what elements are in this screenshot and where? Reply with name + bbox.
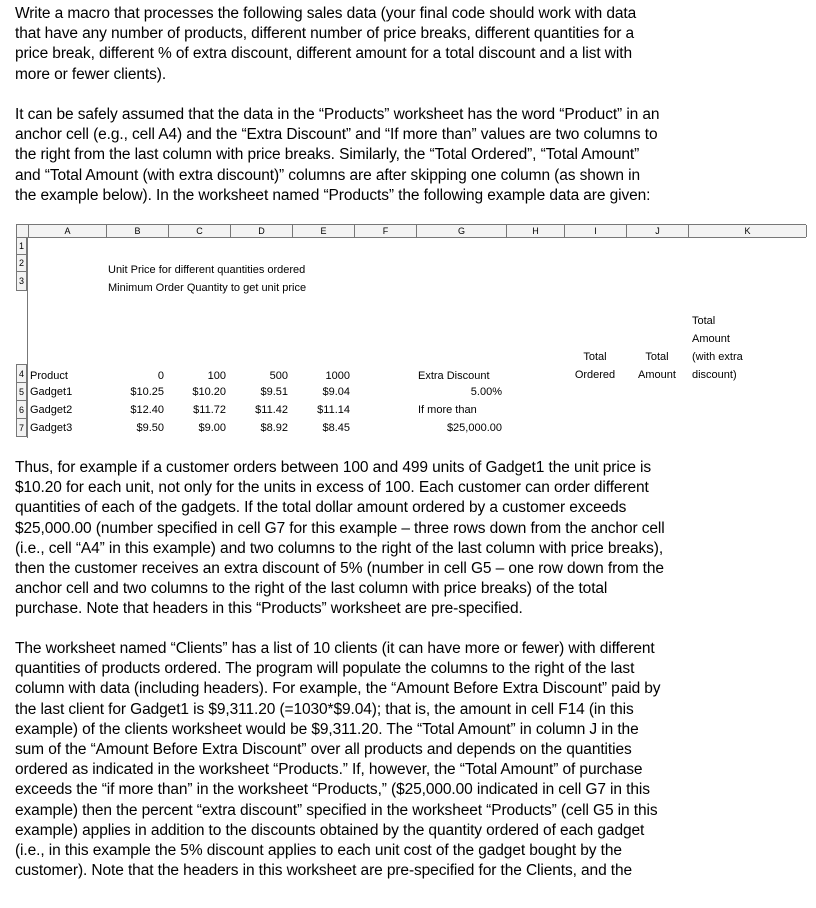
text-line: the example below). In the worksheet named “Products” the following example data are given: xyxy=(15,186,651,204)
quantity-break-cell: 500 xyxy=(269,370,288,382)
quantity-break-cell: 100 xyxy=(207,370,226,382)
row-header-2: 2 xyxy=(16,255,27,272)
column-header-f: F xyxy=(355,225,417,237)
text-line: $10.20 for each unit, not only for the units in excess of 100. Each customer can order different xyxy=(15,479,649,497)
price-cell: $11.42 xyxy=(255,404,288,416)
product-name-cell: Gadget3 xyxy=(30,422,73,434)
text-line: Thus, for example if a customer orders between 100 and 499 units of Gadget1 the unit price is xyxy=(15,459,652,476)
text-line: more or fewer clients). xyxy=(15,65,167,83)
text-line: example) then the percent “extra discount” specified in the worksheet “Products” (cell G5 in this xyxy=(15,801,658,819)
text-line: the last client for Gadget1 is $9,311.20 (=1030*$9.04); that is, the amount in cell F14 (in this xyxy=(15,700,634,718)
price-cell: $9.04 xyxy=(322,386,350,398)
quantity-break-cell: 1000 xyxy=(325,370,350,382)
pricing-explanation-paragraph xyxy=(15,458,805,620)
column-header-b: B xyxy=(107,225,169,237)
text-line: exceeds the “if more than” in the worksheet “Products,” ($25,000.00 indicated in cell G7 in this xyxy=(15,781,650,799)
column-header-h: H xyxy=(507,225,565,237)
row-header-3: 3 xyxy=(16,272,27,291)
if-more-than-value: $25,000.00 xyxy=(446,422,502,434)
clients-paragraph xyxy=(15,639,805,881)
text-line: sum of the “Amount Before Extra Discount” over all products and depends on the quantities xyxy=(15,741,632,759)
price-cell: $11.72 xyxy=(193,404,226,416)
total-ordered-header-line1: Total xyxy=(583,351,607,363)
text-line: customer). Note that the headers in this worksheet are pre-specified for the Clients, and the xyxy=(15,862,633,880)
text-line: $25,000.00 (number specified in cell G7 for this example – three rows down from the anchor cell xyxy=(15,519,665,537)
price-cell: $8.92 xyxy=(260,422,288,434)
column-header-j: J xyxy=(627,225,689,237)
text-line: quantities of each of the gadgets. If the total dollar amount ordered by a customer exceeds xyxy=(15,499,627,517)
text-line: price break, different % of extra discount, different amount for a total discount and a list with xyxy=(15,45,632,63)
text-line: purchase. Note that headers in this “Products” worksheet are pre-specified. xyxy=(15,600,523,618)
total-amount-extra-header-line4: discount) xyxy=(692,369,737,381)
price-cell: $9.00 xyxy=(198,422,226,434)
text-line: It can be safely assumed that the data in the “Products” worksheet has the word “Product” in an xyxy=(15,106,660,123)
price-cell: $10.25 xyxy=(130,386,164,398)
intro-paragraph xyxy=(15,4,805,85)
products-spreadsheet xyxy=(16,224,806,438)
total-amount-extra-header-line2: Amount xyxy=(692,333,730,345)
quantity-break-cell: 0 xyxy=(157,370,164,382)
text-line: (i.e., cell “A4” in this example) and two columns to the right of the last column with price breaks), xyxy=(15,539,664,557)
text-line: quantities of products ordered. The program will populate the columns to the right of the last xyxy=(15,660,635,678)
text-line: and “Total Amount (with extra discount)” columns are after skipping one column (as shown in xyxy=(15,166,640,184)
total-ordered-header-line2: Ordered xyxy=(574,369,616,381)
row-header-1: 1 xyxy=(16,238,27,255)
column-header-row xyxy=(16,224,806,238)
price-cell: $11.14 xyxy=(317,404,350,416)
column-header-a: A xyxy=(29,225,107,237)
product-name-cell: Gadget1 xyxy=(30,386,73,398)
column-header-g: G xyxy=(417,225,507,237)
column-header-i: I xyxy=(565,225,627,237)
total-amount-extra-header-line1: Total xyxy=(692,315,716,327)
price-cell: $12.40 xyxy=(130,404,164,416)
text-line: column with data (including headers). For example, the “Amount Before Extra Discount” paid by xyxy=(15,680,661,698)
text-line: anchor cell and two columns to the right of the last column with price breaks) of the total xyxy=(15,580,608,598)
column-header-c: C xyxy=(169,225,231,237)
row-header-divider xyxy=(27,238,28,438)
text-line: The worksheet named “Clients” has a list of 10 clients (it can have more or fewer) with different xyxy=(15,640,655,657)
price-cell: $9.50 xyxy=(136,422,164,434)
column-header-e: E xyxy=(293,225,355,237)
product-name-cell: Gadget2 xyxy=(30,404,73,416)
text-line: the right from the last column with price breaks. Similarly, the “Total Ordered”, “Total Amount” xyxy=(15,146,640,164)
text-line: then the customer receives an extra discount of 5% (number in cell G5 – one row down from the xyxy=(15,560,664,578)
extra-discount-value: 5.00% xyxy=(470,386,502,398)
total-amount-header-line2: Amount xyxy=(638,369,676,381)
price-cell: $10.20 xyxy=(192,386,226,398)
text-line: Write a macro that processes the following sales data (your final code should work with data xyxy=(15,5,637,22)
product-header-cell: Product xyxy=(30,370,68,382)
row-header-5: 5 xyxy=(16,383,27,401)
corner-cell xyxy=(17,225,29,237)
row-header-6: 6 xyxy=(16,401,27,419)
total-amount-header-line1: Total xyxy=(645,351,669,363)
price-cell: $8.45 xyxy=(322,422,350,434)
unit-price-caption: Unit Price for different quantities ordered xyxy=(108,264,306,276)
assumptions-paragraph xyxy=(15,105,805,206)
row-header-4: 4 xyxy=(16,364,27,383)
min-order-caption: Minimum Order Quantity to get unit price xyxy=(108,282,307,294)
text-line: that have any number of products, different number of price breaks, different quantities for a xyxy=(15,25,635,43)
text-line: example) applies in addition to the discounts obtained by the quantity ordered of each gadget xyxy=(15,821,645,839)
if-more-than-label: If more than xyxy=(418,404,477,416)
extra-discount-label: Extra Discount xyxy=(418,370,490,382)
price-cell: $9.51 xyxy=(260,386,288,398)
text-line: example) of the clients worksheet would be $9,311.20. The “Total Amount” in column J in the xyxy=(15,720,639,738)
text-line: anchor cell (e.g., cell A4) and the “Extra Discount” and “If more than” values are two columns to xyxy=(15,126,658,144)
total-amount-extra-header-line3: (with extra xyxy=(692,351,743,363)
row-header-7: 7 xyxy=(16,419,27,437)
text-line: ordered as indicated in the worksheet “Products.” If, however, the “Total Amount” of purchase xyxy=(15,761,643,779)
column-header-k: K xyxy=(689,225,807,237)
text-line: (i.e., in this example the 5% discount applies to each unit cost of the gadget bought by the xyxy=(15,842,622,860)
column-header-d: D xyxy=(231,225,293,237)
